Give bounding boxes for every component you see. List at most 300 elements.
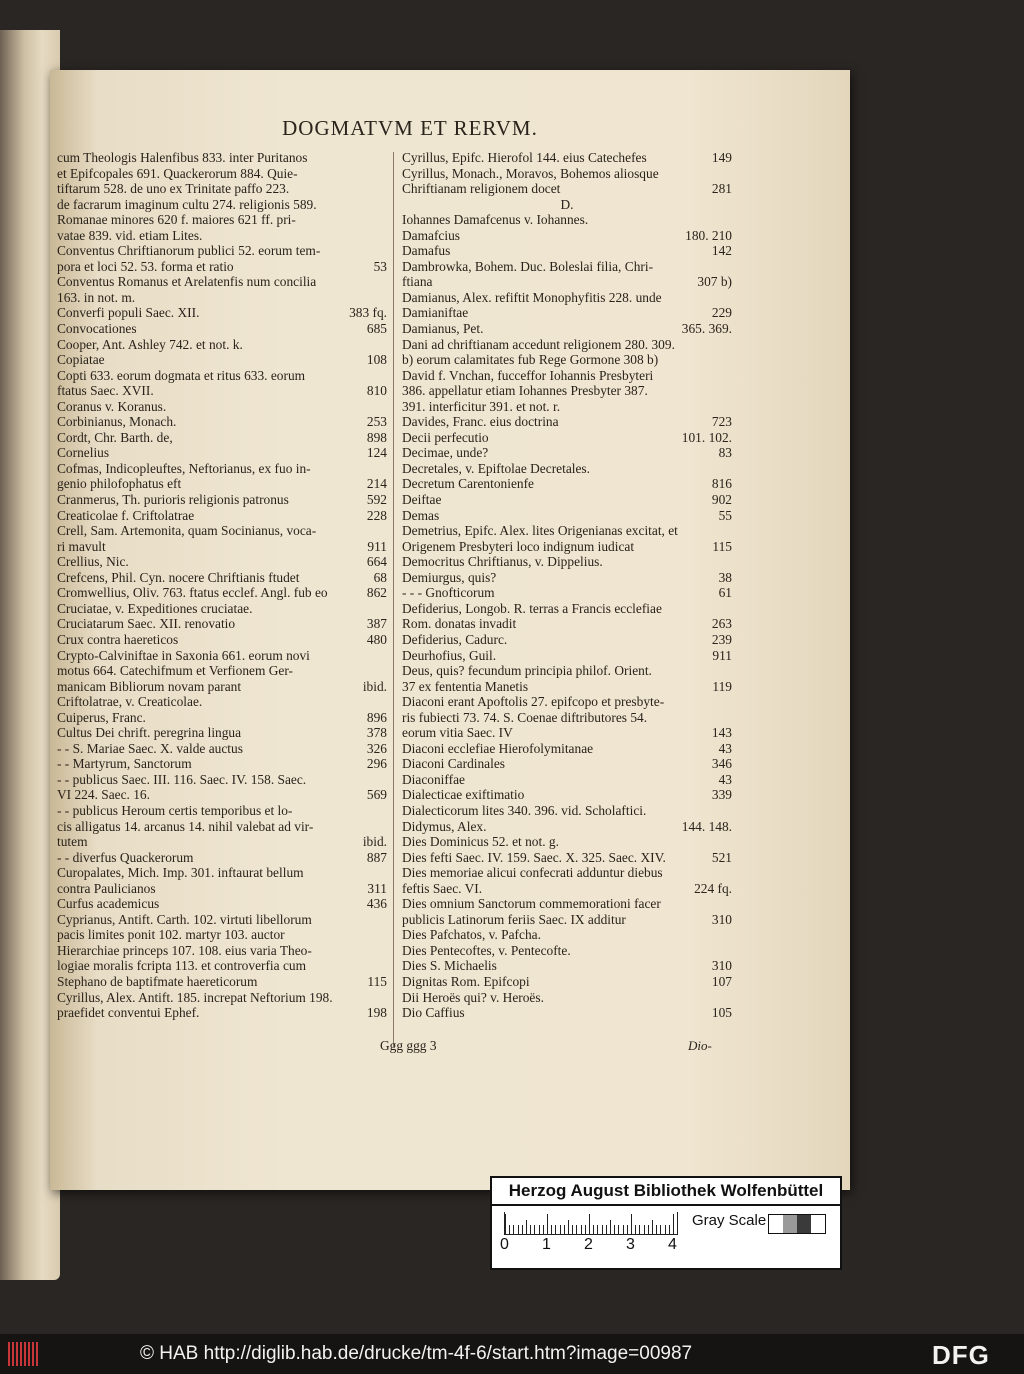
index-entry-line [57,383,387,399]
entry-text: Cuiperus, Franc. [57,709,146,725]
index-entry-line [57,616,387,632]
page-reference: 108 [366,352,387,368]
index-entry-line [57,865,387,881]
index-entry-line [402,663,732,679]
entry-text: Deurhofius, Guil. [402,647,497,663]
index-entry-line [402,539,732,555]
index-entry-line [402,228,732,244]
entry-text: 37 ex fententia Manetis [402,678,529,694]
entry-text: Dignitas Rom. Epifcopi [402,973,530,989]
entry-text: cum Theologis Halenfibus 833. inter Puritanos [57,150,308,165]
index-entry-line [402,492,732,508]
index-entry-line [57,554,387,570]
ruler-tick [669,1225,670,1234]
entry-text: Dies fefti Saec. IV. 159. Saec. X. 325. Saec. XIV. [402,849,666,865]
page-reference: 68 [373,569,387,585]
entry-text: Romanae minores 620 f. maiores 621 ff. pri- [57,212,296,228]
index-entry-line [402,865,732,881]
index-entry-line [402,679,732,695]
entry-text: Decretales, v. Epiftolae Decretales. [402,460,590,476]
index-entry-line [402,290,732,306]
ruler-tick [560,1225,561,1234]
page-reference: 115 [367,973,387,989]
entry-text: Crellius, Nic. [57,554,129,570]
catchword: Dio- [688,1038,712,1053]
entry-text: Cyrillus, Alex. Antift. 185. increpat Neftorium 198. [57,989,333,1005]
entry-text: David f. Vnchan, fucceffor Iohannis Presbyteri [402,367,654,383]
ruler-tick [581,1225,582,1234]
page-reference: 61 [718,585,732,601]
ruler-tick [530,1225,531,1234]
index-entry-line [57,461,387,477]
entry-text: - - diverfus Quackerorum [57,849,194,865]
entry-text: tutem [57,834,88,850]
page-reference: ibid. [362,678,387,694]
entry-text: feftis Saec. VI. [402,880,483,896]
entry-text: Defiderius, Longob. R. terras a Francis ecclefiae [402,600,662,616]
entry-text: pacis limites ponit 102. martyr 103. auctor [57,927,285,943]
page-reference: 253 [366,414,387,430]
index-entry-line [57,881,387,897]
ruler-number: 0 [500,1236,509,1253]
entry-text: eorum vitia Saec. IV [402,725,513,741]
entry-text: Defiderius, Cadurc. [402,631,508,647]
entry-text: Cyprianus, Antift. Carth. 102. virtuti libellorum [57,911,312,927]
index-entry-line [402,756,732,772]
index-entry-line [57,787,387,803]
entry-text: Cooper, Ant. Ashley 742. et not. k. [57,336,243,352]
ruler-tick [648,1225,649,1234]
ruler-tick [513,1225,514,1234]
scale-ruler [504,1212,678,1235]
page-reference: 229 [711,305,732,321]
page-reference: 198 [366,1005,387,1021]
ruler-tick [656,1225,657,1234]
index-entry-line [57,990,387,1006]
page-reference: 310 [711,911,732,927]
entry-text: VI 224. Saec. 16. [57,787,150,803]
index-entry-line [402,197,732,213]
index-entry-line [402,523,732,539]
ruler-tick [623,1225,624,1234]
ruler-tick [593,1225,594,1234]
page-reference: 53 [373,258,387,274]
gray-scale-label: Gray Scale [692,1212,767,1229]
entry-text: Diaconi ecclefiae Hierofolymitanae [402,740,594,756]
ruler-tick [606,1225,607,1234]
page-reference: 862 [366,585,387,601]
index-entry-line [402,1005,732,1021]
page-reference: 214 [366,476,387,492]
entry-text: Cofmas, Indicopleuftes, Neftorianus, ex fuo in- [57,460,311,476]
page-reference: 119 [712,678,732,694]
source-url[interactable]: © HAB http://diglib.hab.de/drucke/tm-4f-6/start.htm?image=00987 [140,1343,693,1364]
index-entry-line [57,570,387,586]
page-reference: 339 [711,787,732,803]
index-entry-line [57,228,387,244]
page-reference: 115 [712,538,732,554]
page-reference: 55 [718,507,732,523]
index-entry-line [57,274,387,290]
entry-text: Demiurgus, quis? [402,569,497,585]
entry-text: Demas [402,507,440,523]
page-reference: 83 [718,445,732,461]
page-reference: 480 [366,631,387,647]
page-reference: 521 [711,849,732,865]
entry-text: contra Paulicianos [57,880,156,896]
ruler-tick [585,1225,586,1234]
entry-text: Cyrillus, Epifc. Hierofol 144. eius Catechefes [402,150,647,165]
column-divider [393,152,394,1047]
ruler-tick [627,1225,628,1234]
index-entry-line [402,243,732,259]
page-reference: 346 [711,756,732,772]
entry-text: genio philofophatus eft [57,476,182,492]
entry-text: Democritus Chriftianus, v. Dippelius. [402,554,603,570]
entry-text: de facrarum imaginum cultu 274. religionis 589. [57,196,317,212]
page-reference: 902 [711,492,732,508]
entry-text: Diaconiffae [402,771,465,787]
index-entry-line [57,958,387,974]
index-entry-line [57,585,387,601]
page-reference: 311 [367,880,387,896]
page-reference: 281 [711,181,732,197]
index-entry-line [57,632,387,648]
index-entry-line [57,399,387,415]
index-entry-line [402,181,732,197]
index-entry-line [57,663,387,679]
ruler-tick [526,1220,527,1234]
index-entry-line [57,943,387,959]
page-reference: 107 [711,973,732,989]
index-entry-line [57,305,387,321]
entry-text: Demetrius, Epifc. Alex. lites Origenianas excitat, et [402,523,678,539]
ruler-tick [572,1225,573,1234]
entry-text: Dies S. Michaelis [402,958,497,974]
hab-logo-icon [8,1342,42,1366]
page-reference: 144. 148. [681,818,732,834]
index-entry-line [402,274,732,290]
index-entry-line [402,912,732,928]
ruler-tick [610,1220,611,1234]
index-entry-line [57,290,387,306]
page-reference: 149 [711,150,732,165]
entry-text: Dialecticorum lites 340. 396. vid. Scholaftici. [402,802,647,818]
page-reference: 685 [366,321,387,337]
entry-text: Copti 633. eorum dogmata et ritus 633. eorum [57,367,306,383]
index-entry-line [402,772,732,788]
index-entry-line [57,1005,387,1021]
ruler-tick [509,1225,510,1234]
page-reference: 723 [711,414,732,430]
entry-text: tiftarum 528. de uno ex Trinitate paffo 223. [57,181,290,197]
index-entry-line [57,523,387,539]
index-entry-line [57,414,387,430]
index-entry-line [402,383,732,399]
entry-text: Curfus academicus [57,896,160,912]
index-entry-line [57,694,387,710]
page-reference: 592 [366,492,387,508]
running-head: DOGMATVM ET RERVM. [282,116,538,140]
entry-text: 391. interficitur 391. et not. r. [402,398,561,414]
entry-text: Creaticolae f. Criftolatrae [57,507,195,523]
index-entry-line [57,974,387,990]
page-reference: 911 [712,647,732,663]
entry-text: Decii perfecutio [402,429,489,445]
entry-text: - - Martyrum, Sanctorum [57,756,192,772]
page-reference: 101. 102. [681,429,732,445]
index-entry-line [402,648,732,664]
ruler-tick [614,1225,615,1234]
entry-text: manicam Bibliorum novam parant [57,678,242,694]
index-entry-line [402,461,732,477]
entry-text: Iohannes Damafcenus v. Iohannes. [402,212,589,228]
ruler-tick [635,1225,636,1234]
entry-text: Crell, Sam. Artemonita, quam Socinianus, voca- [57,523,317,539]
page-reference: 43 [718,740,732,756]
index-entry-line [402,508,732,524]
index-entry-line [57,197,387,213]
index-entry-line [57,912,387,928]
index-entry-line [57,476,387,492]
index-entry-line [402,803,732,819]
page-reference: 896 [366,709,387,725]
index-entry-line [402,881,732,897]
entry-text: Cultus Dei chrift. peregrina lingua [57,725,242,741]
entry-text: Copiatae [57,352,105,368]
entry-text: Rom. donatas invadit [402,616,517,632]
index-entry-line [402,414,732,430]
index-entry-line [57,212,387,228]
page-reference: 911 [367,538,387,554]
index-entry-line [402,445,732,461]
index-entry-line [57,337,387,353]
page-reference: 664 [366,554,387,570]
entry-text: Diaconi Cardinales [402,756,505,772]
index-entry-line [402,352,732,368]
ruler-number: 1 [542,1236,551,1253]
index-entry-line [57,259,387,275]
entry-text: cis alligatus 14. arcanus 14. nihil valebat ad vir- [57,818,314,834]
entry-text: pora et loci 52. 53. forma et ratio [57,258,234,274]
entry-text: Dio Caffius [402,1005,465,1021]
ruler-tick [602,1225,603,1234]
viewer-footer [0,1334,1024,1374]
ruler-number: 2 [584,1236,593,1253]
index-entry-line [402,787,732,803]
index-entry-line [402,166,732,182]
index-entry-line [402,850,732,866]
index-column-left [57,150,387,1021]
index-entry-line [402,368,732,384]
entry-text: ri mavult [57,538,106,554]
ruler-tick [518,1225,519,1234]
index-entry-line [402,943,732,959]
page-reference: 898 [366,429,387,445]
index-entry-line [402,337,732,353]
entry-text: logiae moralis fcripta 113. et controverfia cum [57,958,306,974]
entry-text: 386. appellatur etiam Iohannes Presbyter 387. [402,383,648,399]
entry-text: ftatus Saec. XVII. [57,383,154,399]
index-entry-line [402,710,732,726]
page-reference: 378 [366,725,387,741]
index-entry-line [402,819,732,835]
index-entry-line [402,305,732,321]
library-name: Herzog August Bibliothek Wolfenbüttel [492,1178,840,1206]
index-entry-line [402,896,732,912]
page-reference: 228 [366,507,387,523]
index-entry-line [402,399,732,415]
dfg-logo: DFG [932,1340,990,1370]
page-reference: 310 [711,958,732,974]
index-entry-line [402,321,732,337]
entry-text: Crypto-Calviniftae in Saxonia 661. eorum novi [57,647,310,663]
entry-text: Origenem Presbyteri loco indignum iudicat [402,538,635,554]
ruler-tick [547,1214,548,1234]
index-entry-line [402,570,732,586]
page-reference: 810 [366,383,387,399]
index-entry-line [402,212,732,228]
entry-text: Damianus, Alex. refiftit Monophyfitis 228. unde [402,289,662,305]
ruler-tick [522,1225,523,1234]
entry-text: b) eorum calamitates fub Rege Gormone 308 b) [402,352,659,368]
index-entry-line [57,181,387,197]
ruler-number: 4 [668,1236,677,1253]
index-entry-line [57,445,387,461]
index-entry-line [57,679,387,695]
ruler-tick [639,1225,640,1234]
index-entry-line [57,508,387,524]
entry-text: Damafcius [402,227,461,243]
ruler-tick [644,1225,645,1234]
entry-text: Decimae, unde? [402,445,489,461]
entry-text: Davides, Franc. eius doctrina [402,414,559,430]
index-entry-line [402,990,732,1006]
entry-text: Damianiftae [402,305,469,321]
index-entry-line [57,539,387,555]
index-entry-line [57,850,387,866]
index-entry-line [57,834,387,850]
entry-text: motus 664. Catechifmum et Verfionem Ger- [57,663,293,679]
entry-text: Cromwellius, Oliv. 763. ftatus ecclef. Angl. fub eo [57,585,328,601]
entry-text: Cordt, Chr. Barth. de, [57,429,173,445]
entry-text: publicis Latinorum feriis Saec. IX additur [402,911,626,927]
entry-text: - - publicus Heroum certis temporibus et lo- [57,802,293,818]
index-entry-line [402,694,732,710]
index-entry-line [402,259,732,275]
index-entry-line [57,166,387,182]
entry-text: Conventus Chriftianorum publici 52. eorum tem- [57,243,321,259]
index-entry-line [402,554,732,570]
signature-mark: Ggg ggg 3 [380,1038,437,1053]
ruler-number: 3 [626,1236,635,1253]
entry-text: Corbinianus, Monach. [57,414,177,430]
ruler-tick [597,1225,598,1234]
entry-text: Dambrowka, Bohem. Duc. Boleslai filia, Chri- [402,258,654,274]
page-reference: 816 [711,476,732,492]
page-reference: 296 [366,756,387,772]
ruler-tick [551,1225,552,1234]
entry-text: Cruciatae, v. Expeditiones cruciatae. [57,600,253,616]
ruler-tick [673,1214,674,1234]
entry-text: Dies memoriae alicui confecrati adduntur diebus [402,865,663,881]
entry-text: vatae 839. vid. etiam Lites. [57,227,203,243]
index-column-right [402,150,732,1021]
page-reference: 436 [366,896,387,912]
ruler-tick [505,1214,506,1234]
page-reference: 383 fq. [349,305,387,321]
entry-text: Deus, quis? fecundum principia philof. Orient. [402,663,652,679]
index-entry-line [57,725,387,741]
entry-text: Decretum Carentonienfe [402,476,534,492]
ruler-tick [576,1225,577,1234]
index-entry-line [57,492,387,508]
entry-text: 163. in not. m. [57,289,136,305]
page-reference: 38 [718,569,732,585]
index-entry-line [57,927,387,943]
ruler-tick [652,1220,653,1234]
page-reference: 105 [711,1005,732,1021]
entry-text: Hierarchiae princeps 107. 108. eius varia Theo- [57,942,312,958]
entry-text: Chriftianam religionem docet [402,181,561,197]
index-entry-line [402,974,732,990]
entry-text: Crefcens, Phil. Cyn. nocere Chriftianis ftudet [57,569,300,585]
page-reference: 307 b) [697,274,732,290]
library-color-target [490,1176,842,1270]
ruler-tick [564,1225,565,1234]
entry-text: ris fubiecti 73. 74. S. Coenae diftributores 54. [402,709,648,725]
page-reference: 326 [366,740,387,756]
index-entry-line [402,150,732,166]
index-entry-line [402,725,732,741]
entry-text: Dies Pentecoftes, v. Pentecofte. [402,942,571,958]
entry-text: ftiana [402,274,433,290]
page-reference: 239 [711,631,732,647]
index-entry-line [57,741,387,757]
gray-scale-swatch [768,1214,826,1234]
entry-text: Cyrillus, Monach., Moravos, Bohemos aliosque [402,165,659,181]
index-entry-line [402,601,732,617]
index-entry-line [57,368,387,384]
index-entry-line [57,772,387,788]
index-entry-line [402,585,732,601]
entry-text: praefidet conventui Ephef. [57,1005,200,1021]
index-entry-line [57,601,387,617]
entry-text: Diaconi erant Apoftolis 27. epifcopo et presbyte- [402,694,665,710]
entry-text: Stephano de baptifmate haereticorum [57,973,258,989]
ruler-tick [539,1225,540,1234]
entry-text: Dani ad chriftianam accedunt religionem 280. 309. [402,336,675,352]
index-entry-line [402,616,732,632]
entry-text: Convocationes [57,321,137,337]
entry-text: Dialecticae exiftimatio [402,787,525,803]
index-entry-line [402,430,732,446]
entry-text: Conventus Romanus et Arelatenfis num concilia [57,274,317,290]
ruler-tick [543,1225,544,1234]
entry-text: Dies omnium Sanctorum commemorationi facer [402,896,661,912]
entry-text: Curopalates, Mich. Imp. 301. inftaurat bellum [57,865,304,881]
index-entry-line [402,927,732,943]
index-entry-line [402,632,732,648]
page-reference: 143 [711,725,732,741]
entry-text: Coranus v. Koranus. [57,398,167,414]
ruler-tick [534,1225,535,1234]
index-entry-line [402,741,732,757]
index-entry-line [57,710,387,726]
page-reference: 142 [711,243,732,259]
page-reference: 180. 210 [685,227,732,243]
entry-text: Didymus, Alex. [402,818,487,834]
